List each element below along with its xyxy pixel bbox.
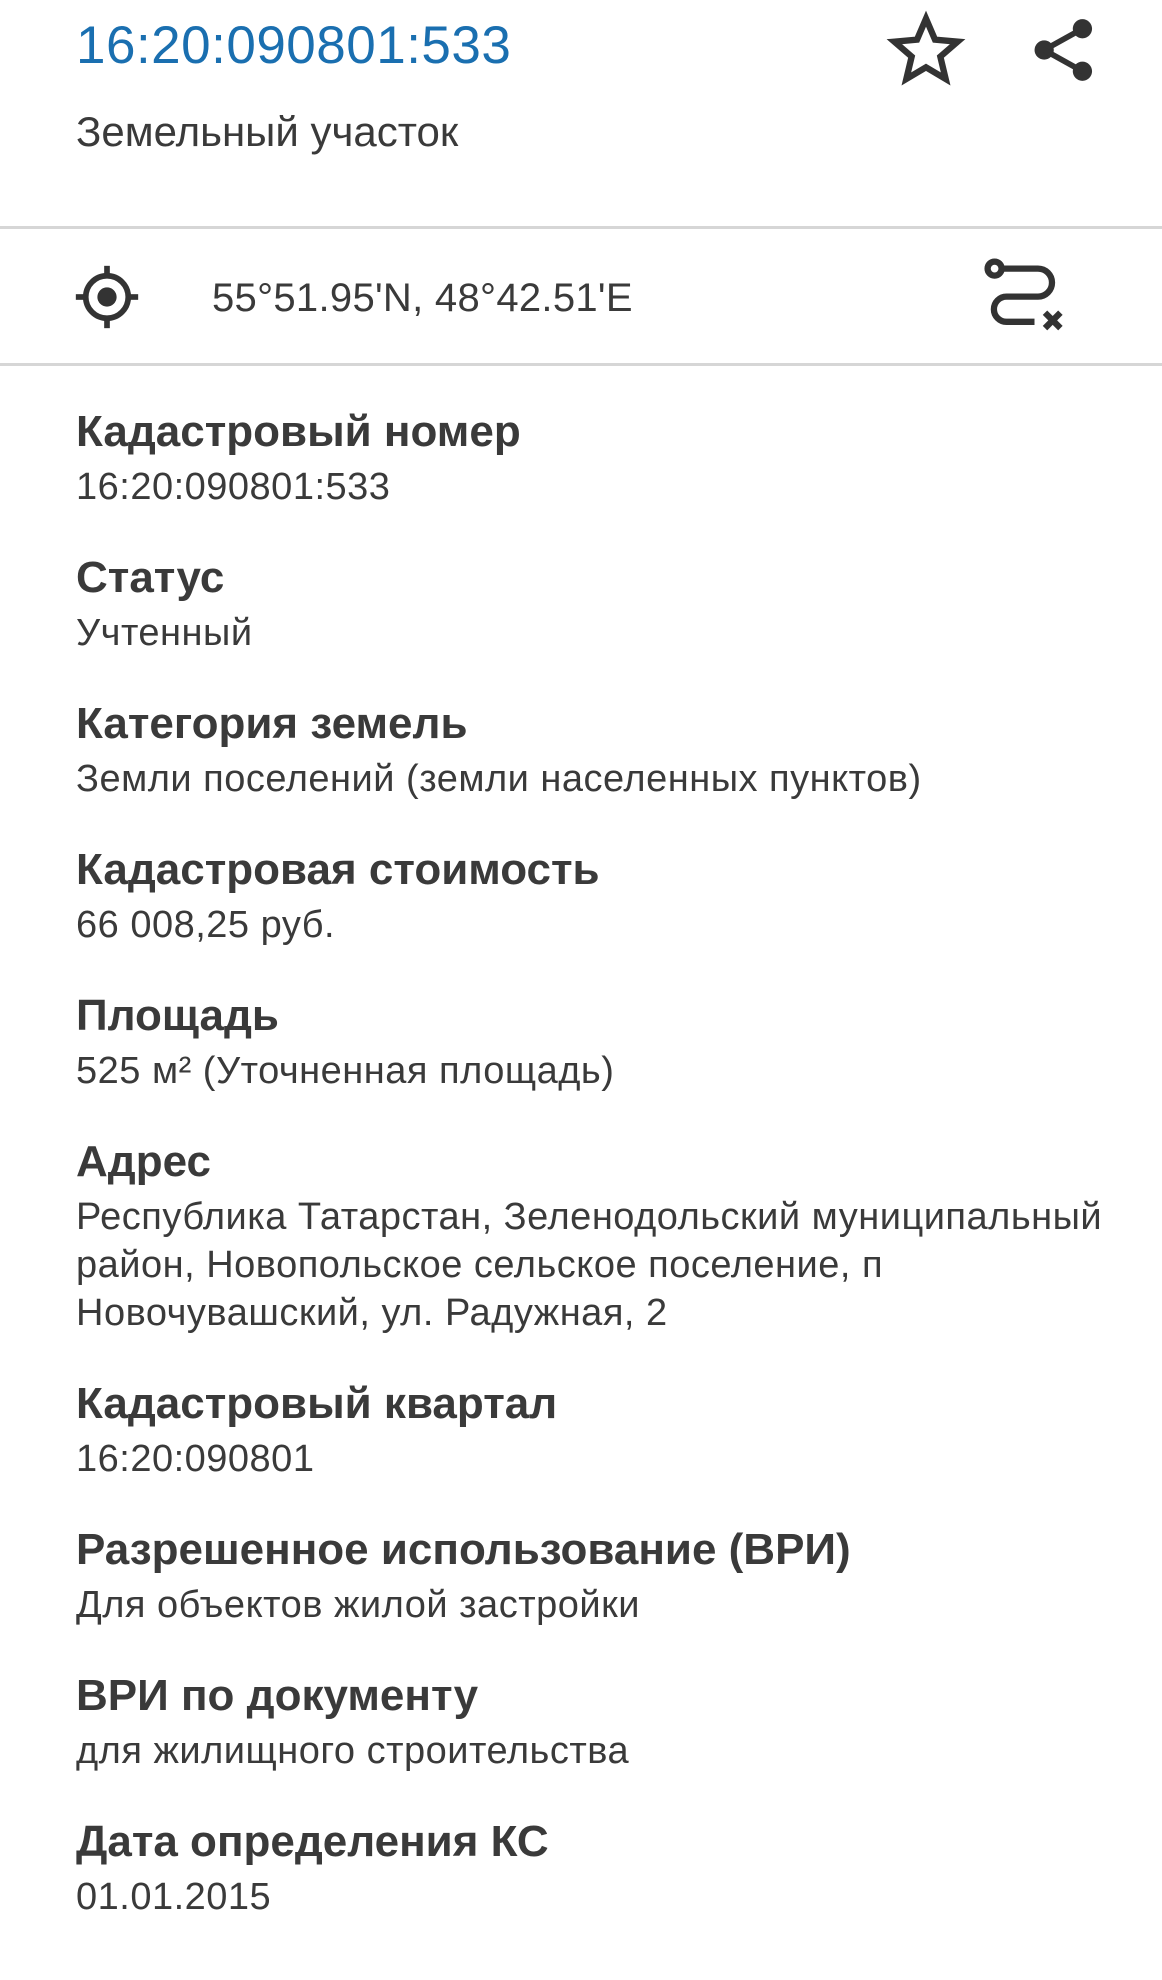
coordinates-row bbox=[0, 230, 1162, 364]
route-button[interactable] bbox=[976, 250, 1072, 346]
field-label: Разрешенное использование (ВРИ) bbox=[76, 1525, 851, 1574]
field-label: Статус bbox=[76, 553, 225, 602]
field-label: Площадь bbox=[76, 991, 279, 1040]
field-permitted-use-document bbox=[76, 1669, 1116, 1775]
favorite-button[interactable] bbox=[880, 4, 972, 96]
field-status bbox=[76, 551, 1116, 657]
field-label: Кадастровый квартал bbox=[76, 1379, 558, 1428]
field-value: Для объектов жилой застройки bbox=[76, 1584, 640, 1626]
field-cadastral-number bbox=[76, 405, 1116, 511]
field-label: Кадастровая стоимость bbox=[76, 845, 600, 894]
field-cadastral-quarter bbox=[76, 1377, 1116, 1483]
coordinates-divider bbox=[0, 363, 1162, 366]
field-value: Земли поселений (земли населенных пунктов) bbox=[76, 758, 922, 800]
field-valuation-date bbox=[76, 1815, 1116, 1921]
share-icon bbox=[1030, 16, 1098, 84]
locate-button[interactable] bbox=[66, 256, 148, 338]
field-value: 66 008,25 руб. bbox=[76, 904, 336, 946]
object-header bbox=[0, 0, 1162, 227]
details-list bbox=[76, 405, 1116, 1961]
field-label: Кадастровый номер bbox=[76, 407, 521, 456]
field-cadastral-value bbox=[76, 843, 1116, 949]
field-value: Учтенный bbox=[76, 612, 253, 654]
field-value: 525 м² (Уточненная площадь) bbox=[76, 1050, 615, 1092]
coordinates-text: 55°51.95'N, 48°42.51'E bbox=[212, 276, 633, 320]
field-label: ВРИ по документу bbox=[76, 1671, 479, 1720]
field-value: для жилищного строительства bbox=[76, 1730, 630, 1772]
star-outline-icon bbox=[886, 10, 966, 90]
header-divider bbox=[0, 226, 1162, 229]
field-permitted-use bbox=[76, 1523, 1116, 1629]
object-type-subtitle: Земельный участок bbox=[76, 108, 459, 155]
crosshair-icon bbox=[73, 263, 141, 331]
field-value: 16:20:090801 bbox=[76, 1438, 315, 1480]
field-value: Республика Татарстан, Зеленодольский муниципальный район, Новопольское сельское поселение, п Новочувашский, ул. Радужная, 2 bbox=[76, 1196, 1103, 1334]
field-land-category bbox=[76, 697, 1116, 803]
field-label: Категория земель bbox=[76, 699, 468, 748]
share-button[interactable] bbox=[1018, 4, 1110, 96]
field-address bbox=[76, 1135, 1116, 1337]
cadastral-number-title[interactable]: 16:20:090801:533 bbox=[76, 16, 512, 75]
field-label: Дата определения КС bbox=[76, 1817, 549, 1866]
field-area bbox=[76, 989, 1116, 1095]
field-value: 01.01.2015 bbox=[76, 1876, 272, 1918]
field-value: 16:20:090801:533 bbox=[76, 466, 391, 508]
route-icon bbox=[982, 256, 1066, 340]
field-label: Адрес bbox=[76, 1137, 211, 1186]
